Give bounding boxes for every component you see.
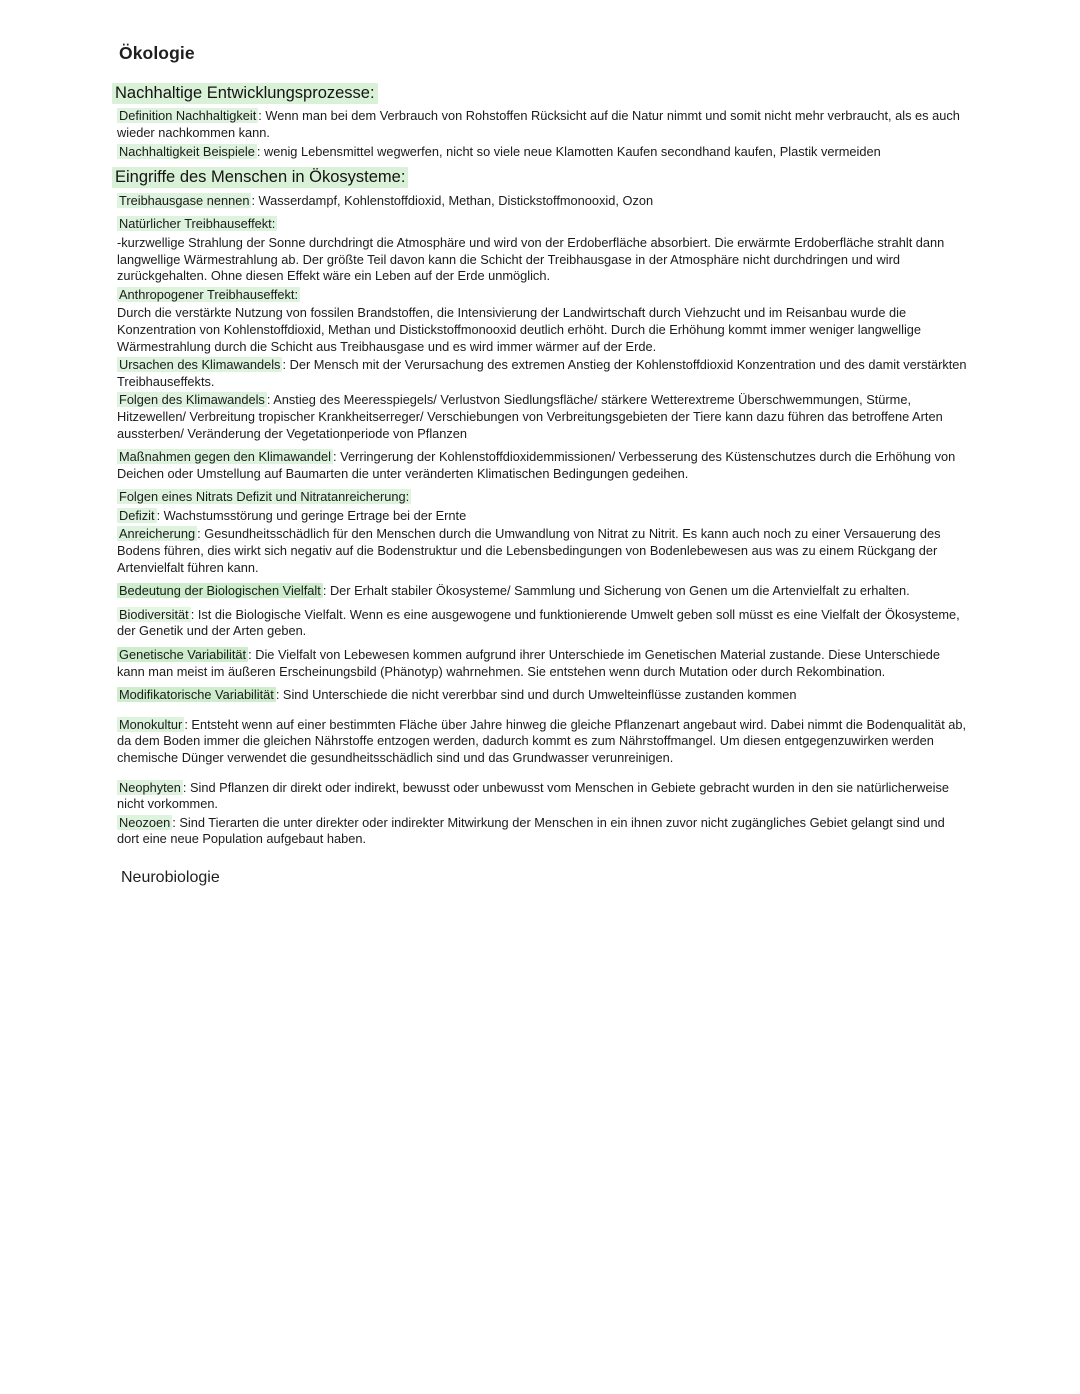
term-label: Treibhausgase nennen [119,192,250,208]
term-body: Durch die verstärkte Nutzung von fossilen Brandstoffen, die Intensivierung der Landwirtschaft durch Viehzucht und im Reisanbau wurde die Konzentration von Kohlenstoffdioxid, Methan und Distickstoffmonooxid deutlich erhöht. Durch die Erhöhung kommt immer weniger langwellige Wärmestrahlung durch die Schicht aus Treibhausgase und es wird immer wärmer auf der Erde. [117,305,922,354]
page-title: Ökologie [119,43,195,63]
trailing-heading-neurobiologie: Neurobiologie [121,868,220,886]
term-label: Folgen eines Nitrats Defizit und Nitratanreicherung: [119,489,410,505]
term-body: : Sind Tierarten die unter direkter oder indirekter Mitwirkung der Menschen in ein ihnen zuvor nicht zugängliches Gebiet gelangt sind und dort eine neue Population aufgebaut haben. [117,814,945,847]
paragraph-natuerlicher-treibhauseffekt-label [112,216,968,233]
term-label: Neozoen [119,814,171,830]
section-eingriffe-des-menschen [112,167,968,848]
term-body: : Verringerung der Kohlenstoffdioxidemmissionen/ Verbesserung des Küstenschutzes durch die Erhöhung von Deichen oder Umstellung auf Baumarten die unter veränderten Klimatischen Bedingungen gedeihen. [117,449,956,481]
term-label: Folgen des Klimawandels [119,392,265,408]
term-body: : Wachstumsstörung und geringe Ertrage bei der Ernte [156,507,467,523]
paragraph-neozoen [112,815,968,848]
term-label: Natürlicher Treibhauseffekt: [119,216,276,232]
paragraph-anthropogener-treibhauseffekt-label [112,287,968,304]
section-heading [112,83,968,104]
term-body: : Wenn man bei dem Verbrauch von Rohstoffen Rücksicht auf die Natur nimmt und somit nicht mehr verbraucht, als es auch wieder nachkommen kann. [117,108,960,140]
term-body: : Gesundheitsschädlich für den Menschen durch die Umwandlung von Nitrat zu Nitrit. Es kann auch noch zu einer Versauerung des Bodens führen, dies wirkt sich negativ auf die Bodenstruktur und die Lebensbedingungen von Bodenlebewesen aus was zu einem Rückgang der Artenvielfalt führen kann. [117,526,941,575]
term-label: Biodiversität [119,606,189,622]
paragraph-biodiversitaet [112,607,968,640]
term-label: Monokultur [119,716,183,732]
term-body: : Anstieg des Meeresspiegels/ Verlustvon Siedlungsfläche/ stärkere Wetterextreme Überschwemmungen, Stürme, Hitzewellen/ Verbreitung tropischer Krankheitserreger/ Verschiebungen von Verbreitungsgebieten der Tiere kann dazu führen das betroffene Arten aussterben/ Veränderung der Vegetationperiode von Pflanzen [117,392,943,441]
paragraph-monokultur [112,717,968,767]
paragraph-massnahmen-gegen-klimawandel [112,449,968,482]
term-body: : wenig Lebensmittel wegwerfen, nicht so viele neue Klamotten Kaufen secondhand kaufen, Plastik vermeiden [256,143,881,159]
term-label: Anthropogener Treibhauseffekt: [119,286,299,302]
term-label: Definition Nachhaltigkeit [119,108,257,124]
paragraph-definition-nachhaltigkeit [112,108,968,141]
paragraph-anthropogener-treibhauseffekt-body [112,305,968,355]
section-nachhaltige-entwicklungsprozesse [112,83,968,160]
term-label: Genetische Variabilität [119,647,247,663]
paragraph-neophyten [112,780,968,813]
term-body: : Wasserdampf, Kohlenstoffdioxid, Methan, Distickstoffmonooxid, Ozon [251,192,654,208]
term-body: : Sind Pflanzen dir direkt oder indirekt, bewusst oder unbewusst vom Menschen in Gebiete gebracht wurden in den sie natürlicherweise nicht vorkommen. [117,779,950,812]
term-label: Ursachen des Klimawandels [119,357,281,373]
term-label: Neophyten [119,779,181,795]
term-body: : Sind Unterschiede die nicht vererbbar sind und durch Umwelteinflüsse zustanden kommen [275,687,797,703]
paragraph-modifikatorische-variabilitaet [112,687,968,704]
term-body: : Der Mensch mit der Verursachung des extremen Anstieg der Kohlenstoffdioxid Konzentration und des damit verstärkten Treibhauseffekts. [117,357,967,389]
term-body: -kurzwellige Strahlung der Sonne durchdringt die Atmosphäre und wird von der Erdoberfläche absorbiert. Die erwärmte Erdoberfläche strahlt dann langwellige Wärmestrahlung ab. Der größte Teil davon kann die Schicht der Treibhausgase in der Atmosphäre nicht durchdringen und wird zurückgehalten. Ohne diesen Effekt wäre ein Leben auf der Erde unmöglich. [117,234,945,284]
paragraph-nachhaltigkeit-beispiele [112,144,968,161]
paragraph-anreicherung [112,526,968,576]
term-label: Bedeutung der Biologischen Vielfalt [119,583,321,599]
paragraph-folgen-nitrat-label [112,489,968,506]
paragraph-genetische-variabilitaet [112,647,968,680]
paragraph-treibhausgase-nennen [112,193,968,210]
term-label: Nachhaltigkeit Beispiele [119,143,255,159]
paragraph-folgen-des-klimawandels [112,392,968,442]
paragraph-natuerlicher-treibhauseffekt-body [112,235,968,285]
term-body: : Ist die Biologische Vielfalt. Wenn es eine ausgewogene und funktionierende Umwelt geben soll müsst es eine Vielfalt der Ökosysteme, der Genetik und der Arten geben. [117,606,960,639]
paragraph-bedeutung-biologische-vielfalt [112,583,968,600]
section-heading-text: Nachhaltige Entwicklungsprozesse: [112,83,378,104]
term-label: Anreicherung [119,526,196,542]
section-heading-text: Eingriffe des Menschen in Ökosysteme: [112,167,408,188]
term-body: : Die Vielfalt von Lebewesen kommen aufgrund ihrer Unterschiede im Genetischen Material zustande. Diese Unterschiede kann man meist im äußeren Erscheinungsbild (Phänotyp) wahrnehmen. Sie entstehen wenn durch Mutation oder durch Rekombination. [117,647,940,679]
term-body: : Der Erhalt stabiler Ökosysteme/ Sammlung und Sicherung von Genen um die Artenvielfalt zu erhalten. [322,583,910,599]
paragraph-defizit [112,508,968,525]
term-label: Defizit [119,507,155,523]
section-heading [112,167,968,188]
paragraph-ursachen-des-klimawandels [112,357,968,390]
term-body: : Entsteht wenn auf einer bestimmten Fläche über Jahre hinweg die gleiche Pflanzenart angebaut wird. Dabei nimmt die Bodenqualität ab, da dem Boden immer die gleichen Nährstoffe entzogen werden, dadurch kommt es zum Nährstoffmangel. Um diesen entgegenzuwirken werden chemische Dünger verwendet die gesundheitsschädlich sind und das Grundwasser verunreinigen. [117,716,967,765]
term-label: Modifikatorische Variabilität [119,687,274,703]
term-label: Maßnahmen gegen den Klimawandel [119,449,331,465]
